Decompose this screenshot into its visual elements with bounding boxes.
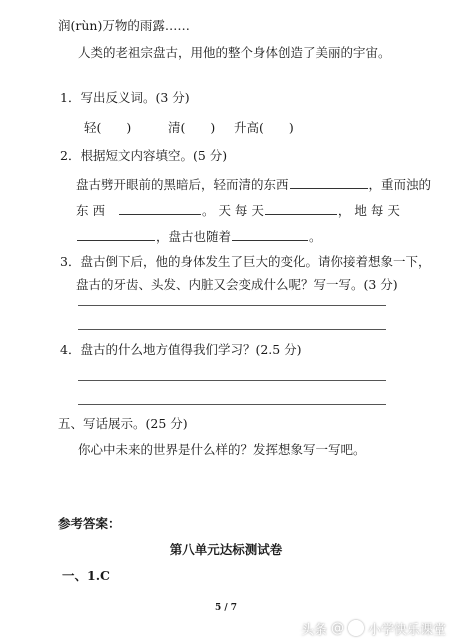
q2-line-1 xyxy=(76,176,431,192)
watermark-separator: @ xyxy=(330,620,344,636)
q1-item-1: 轻( ) xyxy=(84,120,132,135)
section-5-title: 五、写话展示。(25 分) xyxy=(58,416,188,431)
watermark-account: 小学快乐课堂 xyxy=(367,622,446,638)
q4-answer-line-2[interactable] xyxy=(78,404,386,405)
q3-answer-line-1[interactable] xyxy=(78,305,386,306)
q3-title: 3．盘古倒下后，他的身体发生了巨大的变化。请你接着想象一下， xyxy=(60,254,431,269)
q1-item-3: 升高( ) xyxy=(234,120,294,135)
q4-answer-line-1[interactable] xyxy=(78,380,386,381)
q2-text-2c: ， 地 每 天 xyxy=(337,203,400,218)
answers-first: 一、1.C xyxy=(62,568,110,583)
q2-blank-5[interactable] xyxy=(232,228,308,241)
page-number: 5 / 7 xyxy=(214,603,238,613)
q2-text-3b: 。 xyxy=(309,229,322,244)
q2-text-2a: 东 西 xyxy=(76,203,105,218)
q2-blank-3[interactable] xyxy=(265,202,337,215)
q2-blank-1[interactable] xyxy=(290,176,368,189)
q2-blank-2[interactable] xyxy=(119,202,201,215)
passage-line-2: 人类的老祖宗盘古，用他的整个身体创造了美丽的宇宙。 xyxy=(78,45,391,60)
watermark xyxy=(301,617,446,639)
q1-item-2: 清( ) xyxy=(168,120,216,135)
section-5-prompt: 你心中未来的世界是什么样的？发挥想象写一写吧。 xyxy=(78,442,366,457)
answers-subtitle: 第八单元达标测试卷 xyxy=(169,542,283,557)
q2-line-3 xyxy=(76,228,322,244)
q2-text-1a: 盘古劈开眼前的黑暗后，轻而清的东西 xyxy=(76,177,289,192)
passage-line-1: 润(rùn)万物的雨露…… xyxy=(58,18,190,33)
q2-text-3a: ，盘古也随着 xyxy=(156,229,232,244)
answers-heading: 参考答案： xyxy=(58,516,121,531)
watermark-source: 头条 xyxy=(300,622,327,638)
q3-answer-line-2[interactable] xyxy=(78,329,386,330)
q2-line-2 xyxy=(76,202,400,218)
q3-line-2: 盘古的牙齿、头发、内脏又会变成什么呢？写一写。(3 分) xyxy=(76,277,398,292)
q2-title: 2．根据短文内容填空。(5 分) xyxy=(60,148,228,163)
paw-icon xyxy=(348,620,364,636)
q2-blank-4[interactable] xyxy=(77,228,155,241)
q2-text-1b: ，重而浊的 xyxy=(368,177,432,192)
q2-text-2b: 。 天 每 天 xyxy=(201,203,264,218)
q1-title: 1．写出反义词。(3 分) xyxy=(60,90,190,105)
q4-title: 4．盘古的什么地方值得我们学习？(2.5 分) xyxy=(60,342,302,357)
